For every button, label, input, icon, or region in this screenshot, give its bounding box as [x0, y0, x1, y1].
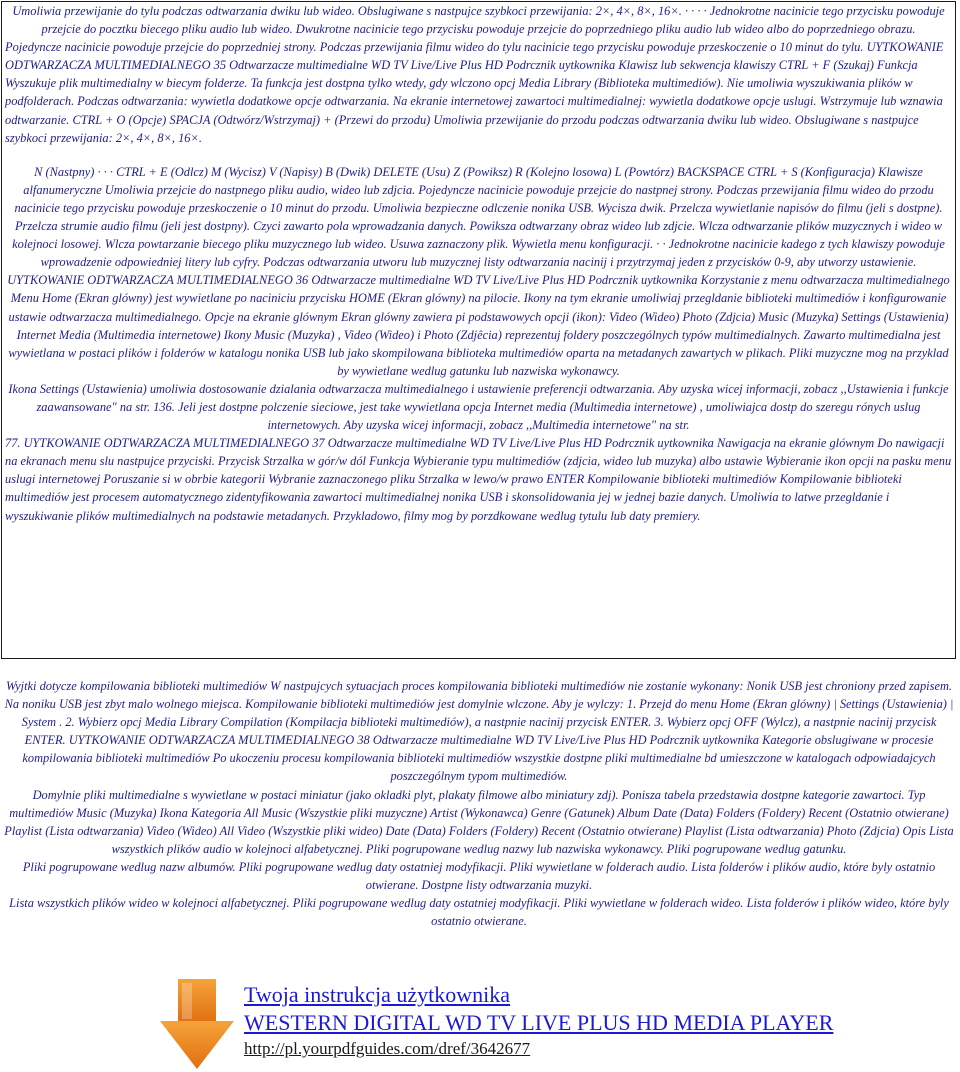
- paragraph: Pliki pogrupowane wedlug nazw albumów. Pliki pogrupowane wedlug daty ostatniej modyfikacji. Pliki wywietlane w folderach audio. Lista folderów i plików audio, które byly ostatnio otwierane. Dostpne listy odtwarzania muzyki.: [22, 859, 936, 893]
- body-text: [2, 677, 956, 979]
- paragraph: Umoliwia przewijanie do tylu podczas odtwarzania dwiku lub wideo. Obslugiwane s nastpujce szybkoci przewijania: 2×, 4×, 8×, 16×. · · · · Jednokrotne nacinicie tego przycisku powoduje przejcie do pocztku biecego pliku audio lub wideo. Dwukrotne nacinicie tego przycisku powoduje przejcie do poprzedniego pliku audio lub wideo albo do poprzedniego obrazu.: [12, 4, 945, 37]
- boxed-text-frame: [1, 1, 956, 659]
- paragraph: Pojedyncze nacinicie powoduje przejcie do poprzedniej strony. Podczas przewijania filmu wideo do tylu nacinicie tego przycisku powoduje przeskoczenie o 10 minut do tylu. UYTKOWANIE ODTWARZACZA MULTIMEDIALNEGO 35 Odtwarzacze multimedialne WD TV Live/Live Plus HD Podrcznik uytkownika Klawisz lub sekwencja klawiszy CTRL + F (Szukaj) Funkcja Wyszukuje plik multimedialny w biecym folderze. Ta funkcja jest dostpna tylko wtedy, gdy wlczono opcj Media Library (Biblioteka multimediów). Nie umoliwia wyszukiwania plików w podfolderach. Podczas odtwarzania: wywietla dodatkowe opcje odtwarzania. Na ekranie internetowej zawartoci multimedialnej: wywietla dodatkowe opcje uslugi. Wstrzymuje lub wznawia odtwarzanie. CTRL + O (Opcje) SPACJA (Odtwórz/Wstrzymaj) + (Przewi do przodu) Umoliwia przewijanie do przodu podczas odtwarzania dwiku lub wideo. Obslugiwane s nastpujce szybkoci przewijania: 2×, 4×, 8×, 16×.: [5, 40, 944, 145]
- url-link[interactable]: http://pl.yourpdfguides.com/dref/3642677: [244, 1039, 531, 1058]
- footer: [150, 975, 950, 1070]
- paragraph: N (Nastpny) · · · CTRL + E (Odlcz) M (Wycisz) V (Napisy) B (Dwik) DELETE (Usu) Z (Powiksz) R (Kolejno losowa) L (Powtórz) BACKSPACE CTRL + S (Konfiguracja) Klawisze alfanumeryczne Umoliwia przejcie do nastpnego pliku audio, wideo lub zdjcia. Pojedyncze nacinicie powoduje przejcie do nastpnej strony. Podczas przewijania filmu wideo do przodu nacinicie tego przycisku powoduje przeskoczenie o 10 minut do przodu. Umoliwia bezpieczne odlczenie nonika USB. Wycisza dwik. Przelcza wywietlanie napisów do filmu (jeli s dostpne). Przelcza strumie audio filmu (jeli jest dostpny). Czyci zawarto pola wprowadzania danych. Powiksza odtwarzany obraz wideo lub zdjcie. Wlcza odtwarzanie plików muzycznych i wideo w kolejnoci losowej. Wlcza powtarzanie biecego pliku muzycznego lub wideo. Usuwa zaznaczony plik. Wywietla menu konfiguracji. · · Jednokrotne nacinicie kadego z tych klawiszy powoduje wprowadzenie odpowiedniej litery lub cyfry. Podczas odtwarzania utworu lub muzycznej listy odtwarzania nacinij i przytrzymaj jeden z przycisków 0-9, aby utworzy ustawienie.: [12, 164, 945, 270]
- product-link[interactable]: WESTERN DIGITAL WD TV LIVE PLUS HD MEDIA PLAYER: [244, 1010, 834, 1035]
- paragraph: Ikona Settings (Ustawienia) umoliwia dostosowanie dzialania odtwarzacza multimedialnego i ustawienie preferencji odtwarzania. Aby uzyska wicej informacji, zobacz ,,Ustawienia i funkcje zaawansowane" na str. 136. Jeli jest dostpne polczenie sieciowe, jest take wywietlana opcja Internet media (Multimedia internetowe) , umoliwiajca dostp do szeregu rónych uslug internetowych. Aby uzyska wicej informacji, zobacz ,,Multimedia internetowe" na str.: [8, 381, 949, 433]
- download-arrow-icon: [156, 975, 238, 1071]
- paragraph: Domylnie pliki multimedialne s wywietlane w postaci miniatur (jako okladki plyt, plakaty filmowe albo miniatury zdj). Ponisza tabela przedstawia dostpne kategorie zawartoci. Typ multimediów Music (Muzyka) Ikona Kategoria All Music (Wszystkie pliki muzyczne) Artist (Wykonawca) Genre (Gatunek) Album Date (Data) Folders (Foldery) Recent (Ostatnio otwierane) Playlist (Lista odtwarzania) Video (Wideo) All Video (Wszystkie pliki wideo) Date (Data) Folders (Foldery) Recent (Ostatnio otwierane) Playlist (Lista odtwarzania) Photo (Zdjcia) Opis Lista wszystkich plików audio w kolejnoci alfabetycznej. Pliki pogrupowane wedlug nazwy lub nazwiska wykonawcy. Pliki pogrupowane wedlug gatunku.: [4, 787, 954, 856]
- manual-link[interactable]: Twoja instrukcja użytkownika: [244, 982, 511, 1007]
- paragraph: Lista wszystkich plików wideo w kolejnoci alfabetycznej. Pliki pogrupowane wedlug daty ostatniej modyfikacji. Pliki wywietlane w folderach wideo. Lista folderów i plików wideo, które byly ostatnio otwierane.: [9, 896, 949, 929]
- paragraph: UYTKOWANIE ODTWARZACZA MULTIMEDIALNEGO 36 Odtwarzacze multimedialne WD TV Live/Live Plus HD Podrcznik uytkownika Korzystanie z menu odtwarzacza multimedialnego Menu Home (Ekran glówny) jest wywietlane po naciniciu przycisku HOME (Ekran glówny) na pilocie. Ikony na tym ekranie umoliwiaj przegldanie biblioteki multimediów i konfigurowanie ustawie odtwarzacza multimedialnego. Opcje na ekranie glównym Ekran glówny zawiera pi podstawowych opcji (ikon): Video (Wideo) Photo (Zdjcia) Music (Muzyka) Settings (Ustawienia) Internet Media (Multimedia internetowe) Ikony Music (Muzyka) , Video (Wideo) i Photo (Zdjêcia) reprezentuj foldery poszczególnych typów multimedialnych. Zawarto multimedialna jest wywietlana w postaci plików i folderów w katalogu nonika USB lub jako skompilowana biblioteka multimediów oparta na metadanych zawartych w plikach. Pliki muzyczne mog na przyklad by wywietlane wedlug gatunku lub nazwiska wykonawcy.: [7, 273, 950, 378]
- paragraph: 77. UYTKOWANIE ODTWARZACZA MULTIMEDIALNEGO 37 Odtwarzacze multimedialne WD TV Live/Live Plus HD Podrcznik uytkownika Nawigacja na ekranie glównym Do nawigacji na ekranach menu slu nastpujce przyciski. Przycisk Strzalka w gór/w dól Funkcja Wybieranie typu multimediów (zdjcia, wideo lub muzyka) albo ustawie Wybieranie ikon opcji na pasku menu uslugi internetowej Poruszanie si w obrbie kategorii Wybranie zaznaczonego pliku Strzalka w lewo/w prawo ENTER Kompilowanie biblioteki multimediów Kompilowanie biblioteki multimediów jest procesem automatycznego zidentyfikowania zawartoci multimedialnej nonika USB i skonsolidowania jej w jednej bazie danych. Umoliwia to latwe przegldanie i wyszukiwanie plików multimedialnych na podstawie metadanych. Przykladowo, filmy mog by porzdkowane wedlug tytulu lub daty premiery.: [5, 436, 952, 523]
- paragraph: Wyjtki dotycze kompilowania biblioteki multimediów W nastpujcych sytuacjach proces kompilowania biblioteki multimediów nie zostanie wykonany: Nonik USB jest chroniony przed zapisem. Na noniku USB jest zbyt malo wolnego miejsca. Kompilowanie biblioteki multimediów jest domylnie wlczone. Aby je wylczy: 1. Przejd do menu Home (Ekran glówny) | Settings (Ustawienia) | System . 2. Wybierz opcj Media Library Compilation (Kompilacja biblioteki multimediów), a nastpnie nacinij przycisk ENTER. 3. Wybierz opcj OFF (Wylcz), a nastpnie nacinij przycisk ENTER. UYTKOWANIE ODTWARZACZA MULTIMEDIALNEGO 38 Odtwarzacze multimedialne WD TV Live/Live Plus HD Podrcznik uytkownika Kategorie obslugiwane w procesie kompilowania biblioteki multimediów Po ukoczeniu procesu kompilowania biblioteki multimediów wszystkie dostpne pliki multimedialne bd umieszczone w katalogach odpowiadajcych poszczególnym typom multimediów.: [4, 679, 954, 784]
- footer-links: [244, 981, 833, 1061]
